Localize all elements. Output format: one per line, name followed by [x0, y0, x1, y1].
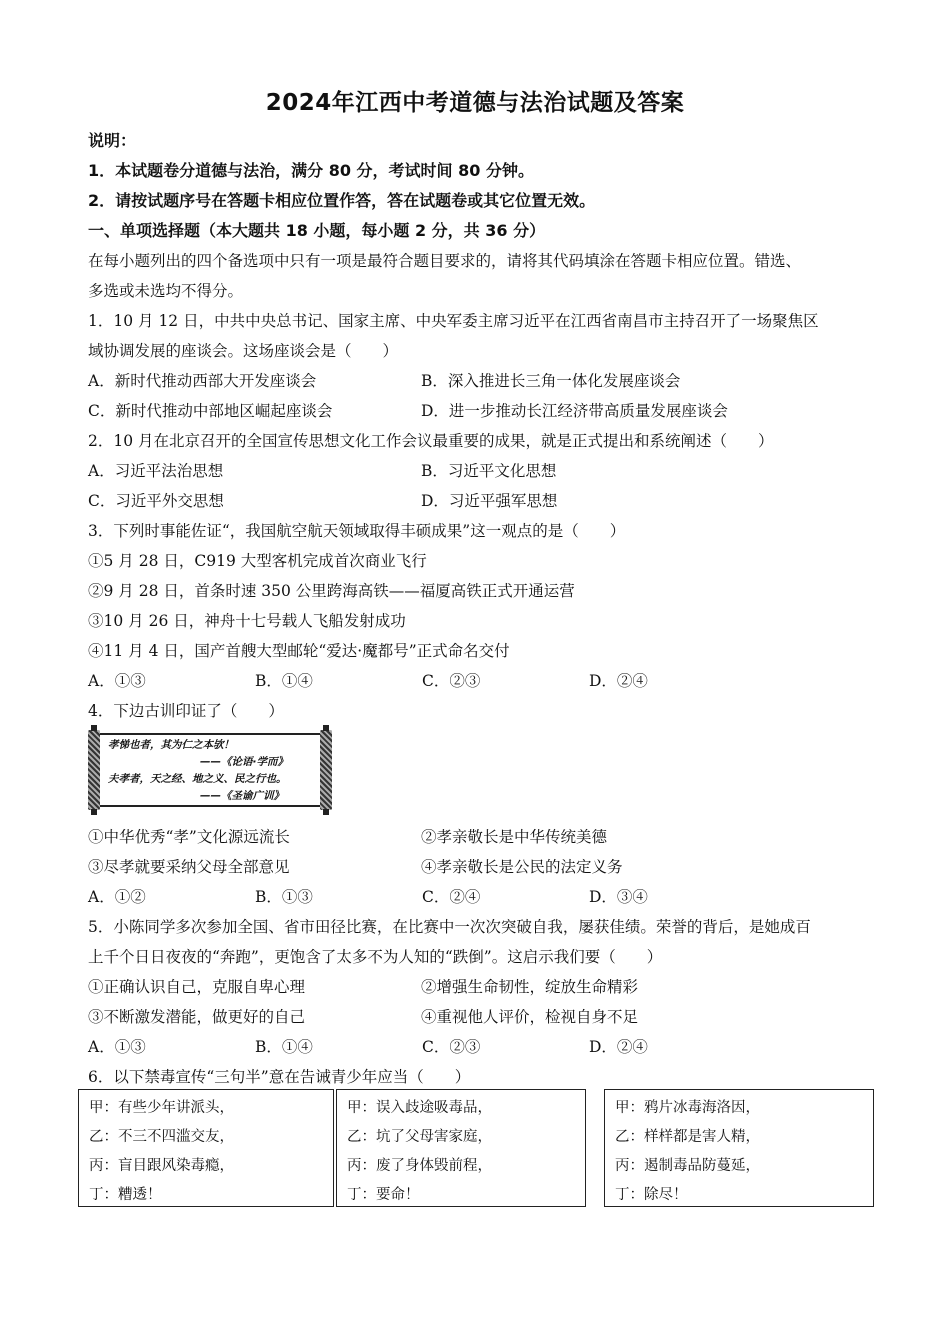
question-4-statements — [88, 822, 868, 852]
option-c: C．习近平外交思想 — [88, 492, 224, 510]
question-2-options — [88, 486, 868, 516]
scroll-quote: 夫孝者，天之经、地之义、民之行也。 — [108, 773, 287, 785]
scroll-quote: 孝悌也者，其为仁之本欤！ — [108, 739, 234, 751]
slogan-line: 乙：坑了父母害家庭， — [347, 1129, 492, 1145]
statement: ①正确认识自己，克服自卑心理 — [88, 978, 306, 996]
option-d: D．进一步推动长江经济带高质量发展座谈会 — [421, 402, 728, 420]
option-d: D．②④ — [589, 1038, 648, 1056]
slogan-box-1 — [78, 1089, 334, 1207]
statement: ①中华优秀“孝”文化源远流长 — [88, 828, 290, 846]
option-d: D．习近平强军思想 — [421, 492, 558, 510]
statement: ④孝亲敬长是公民的法定义务 — [421, 858, 623, 876]
section-heading: 一、单项选择题（本大题共 18 小题，每小题 2 分，共 36 分） — [88, 221, 546, 240]
option-d: D．②④ — [589, 672, 648, 690]
question-2-options — [88, 456, 868, 486]
slogan-line: 丙：盲目跟风染毒瘾， — [89, 1158, 234, 1174]
question-4-options — [88, 882, 868, 912]
option-c: C．新时代推动中部地区崛起座谈会 — [88, 402, 333, 420]
question-4-statements — [88, 852, 868, 882]
scroll-source: ——《论语·学而》 — [200, 756, 288, 768]
option-a: A．①③ — [88, 672, 146, 690]
option-d: D．③④ — [589, 888, 648, 906]
question-5-stem: 上千个日日夜夜的“奔跑”，更饱含了太多不为人知的“跌倒”。这启示我们要（ ） — [88, 948, 663, 966]
option-b: B．①③ — [255, 888, 313, 906]
slogan-line: 甲：有些少年讲派头， — [89, 1100, 234, 1116]
option-a: A．①③ — [88, 1038, 146, 1056]
question-5-stem: 5．小陈同学多次参加全国、省市田径比赛，在比赛中一次次突破自我，屡获佳绩。荣誉的背后，是她成百 — [88, 918, 811, 936]
option-c: C．②③ — [422, 1038, 481, 1056]
statement: ②9 月 28 日，首条时速 350 公里跨海高铁——福厦高铁正式开通运营 — [88, 582, 575, 600]
question-2-stem: 2．10 月在北京召开的全国宣传思想文化工作会议最重要的成果，就是正式提出和系统阐述（ ） — [88, 432, 774, 450]
statement: ④11 月 4 日，国产首艘大型邮轮“爱达·魔都号”正式命名交付 — [88, 642, 510, 660]
instructions-heading: 说明： — [88, 131, 137, 150]
section-description: 多选或未选均不得分。 — [88, 282, 244, 300]
slogan-line: 乙：不三不四滥交友， — [89, 1129, 234, 1145]
scroll-source: ——《圣谕广训》 — [200, 790, 284, 802]
scroll-rod-left — [88, 730, 100, 810]
option-a: A．①② — [88, 888, 146, 906]
slogan-box-2 — [336, 1089, 586, 1207]
slogan-line: 甲：鸦片冰毒海洛因， — [615, 1100, 760, 1116]
question-1-stem: 1．10 月 12 日，中共中央总书记、国家主席、中央军委主席习近平在江西省南昌市主持召开了一场聚焦区 — [88, 312, 819, 330]
exam-content — [88, 126, 868, 1092]
slogan-line: 丁：要命！ — [347, 1187, 420, 1203]
slogan-line: 丁：糟透！ — [89, 1187, 162, 1203]
option-a: A．新时代推动西部大开发座谈会 — [88, 372, 317, 390]
option-b: B．深入推进长三角一体化发展座谈会 — [421, 372, 681, 390]
slogan-line: 丁：除尽！ — [615, 1187, 688, 1203]
question-6-stem: 6．以下禁毒宣传“三句半”意在告诫青少年应当（ ） — [88, 1068, 471, 1086]
statement: ②孝亲敬长是中华传统美德 — [421, 828, 608, 846]
question-3-stem: 3．下列时事能佐证“，我国航空航天领域取得丰硕成果”这一观点的是（ ） — [88, 522, 626, 540]
statement: ③10 月 26 日，神舟十七号载人飞船发射成功 — [88, 612, 406, 630]
question-5-statements — [88, 1002, 868, 1032]
slogan-line: 丙：废了身体毁前程， — [347, 1158, 492, 1174]
statement: ③尽孝就要采纳父母全部意见 — [88, 858, 290, 876]
option-c: C．②③ — [422, 672, 481, 690]
question-5-statements — [88, 972, 868, 1002]
question-4-stem: 4．下边古训印证了（ ） — [88, 702, 284, 720]
instruction-item: 1．本试题卷分道德与法治，满分 80 分，考试时间 80 分钟。 — [88, 161, 534, 180]
question-3-options — [88, 666, 868, 696]
slogan-boxes — [78, 1089, 874, 1209]
statement: ④重视他人评价，检视自身不足 — [421, 1008, 639, 1026]
slogan-line: 乙：样样都是害人精， — [615, 1129, 760, 1145]
section-description: 在每小题列出的四个备选项中只有一项是最符合题目要求的，请将其代码填涂在答题卡相应位置。错选、 — [88, 252, 802, 270]
option-a: A．习近平法治思想 — [88, 462, 224, 480]
question-1-options — [88, 396, 868, 426]
question-5-options — [88, 1032, 868, 1062]
option-b: B．习近平文化思想 — [421, 462, 557, 480]
slogan-line: 甲：误入歧途吸毒品， — [347, 1100, 492, 1116]
scroll-illustration — [88, 730, 332, 810]
scroll-paper — [100, 733, 320, 807]
scroll-rod-right — [320, 730, 332, 810]
statement: ③不断激发潜能，做更好的自己 — [88, 1008, 306, 1026]
option-c: C．②④ — [422, 888, 481, 906]
statement: ②增强生命韧性，绽放生命精彩 — [421, 978, 639, 996]
slogan-line: 丙：遏制毒品防蔓延， — [615, 1158, 760, 1174]
statement: ①5 月 28 日，C919 大型客机完成首次商业飞行 — [88, 552, 427, 570]
option-b: B．①④ — [255, 672, 313, 690]
scroll-figure-area — [88, 726, 868, 822]
question-1-stem: 域协调发展的座谈会。这场座谈会是（ ） — [88, 342, 399, 360]
instruction-item: 2．请按试题序号在答题卡相应位置作答，答在试题卷或其它位置无效。 — [88, 191, 596, 210]
question-1-options — [88, 366, 868, 396]
option-b: B．①④ — [255, 1038, 313, 1056]
slogan-box-3 — [604, 1089, 874, 1207]
page-title: 2024年江西中考道德与法治试题及答案 — [265, 90, 685, 116]
